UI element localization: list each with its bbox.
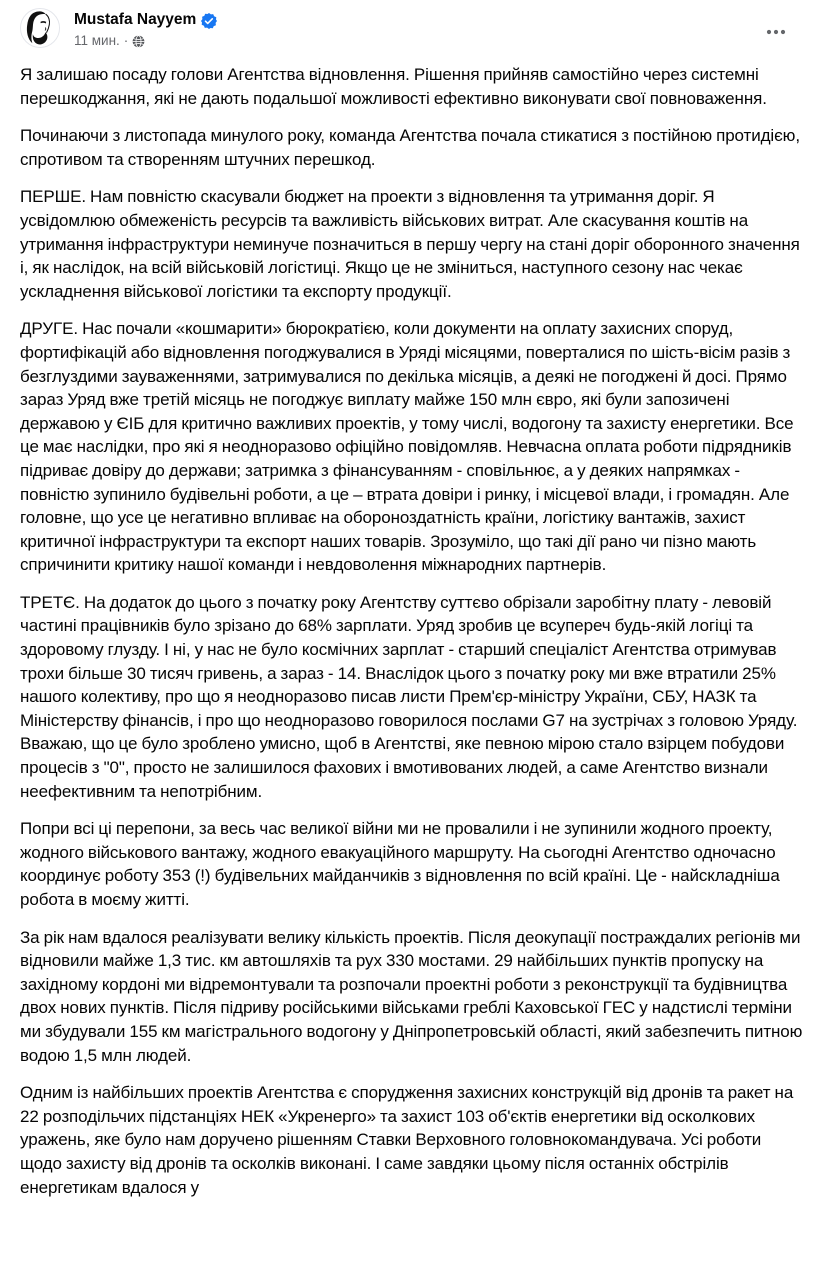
post-body [0, 49, 820, 1199]
post-paragraph: За рік нам вдалося реалізувати велику кількість проектів. Після деокупації постраждалих регіонів ми відновили майже 1,3 тис. км автошляхів та рух 330 мостами. 29 найбільших пунктів пропуску на західному кордоні ми відремонтували та розпочали проектні роботи з реконструкції та будівництва двох нових пунктів. Після підриву російськими військами греблі Каховської ГЕС у надстислі терміни ми збудували 155 км магістрального водогону у Дніпропетровській області, який забезпечить питною водою 1,5 млн людей. [20, 927, 803, 1065]
post-author-block [74, 8, 217, 49]
timestamp: 11 мин. [74, 33, 120, 48]
avatar[interactable] [20, 8, 60, 48]
meta-separator: · [123, 33, 129, 48]
post-paragraph: ДРУГЕ. Нас почали «кошмарити» бюрократією, коли документи на оплату захисних споруд, фортифікацій або відновлення погоджувалися в Уряді місяцями, поверталися по шість-вісім разів з безглуздими зауваженнями, затримувалися по декілька місяців, а деякі не погоджені й досі. Прямо зараз Уряд вже третій місяць не погоджує виплату майже 150 млн євро, які були запозичені державою у ЄІБ для критично важливих проектів, у тому числі, водогону та захисту енергетики. Все це має наслідки, про які я неодноразово офіційно повідомляв. Невчасна оплата роботи підрядників підриває довіру до держави; затримка з фінансуванням - сповільнює, а у деяких напрямках - повністю зупинило будівельні роботи, а це – втрата довіри і ринку, і місцевої влади, і громадян. Але головне, що усе це негативно впливає на обороноздатність країни, логістику вантажів, захист критичної інфраструктури та експорт наших товарів. Зрозуміло, що такі дії рано чи пізно мають спричинити критику нашої команди і невдоволення міжнародних партнерів. [20, 319, 794, 575]
post-meta-link[interactable] [74, 32, 217, 49]
verified-badge-icon [201, 13, 217, 29]
post-paragraph: ТРЕТЄ. На додаток до цього з початку року Агентству суттєво обрізали заробітну плату - левовій частині працівників було зрізано до 68% зарплати. Уряд зробив це всупереч будь-якій логіці та здоровому глузду. І ні, у нас не було космічних зарплат - старший спеціаліст Агентства отримував трохи більше 30 тисяч гривень, а зараз - 14. Внаслідок цього з початку року ми вже втратили 25% нашого колективу, про що я неодноразово писав листи Прем'єр-міністру України, СБУ, НАЗК та Міністерству фінансів, і про що неодноразово говорилося послами G7 на зустрічах з головою Уряду. Вважаю, що це було зроблено умисно, щоб в Агентстві, яке певною мірою стало взірцем побудови процесів з "0", просто не залишилося фахових і вмотивованих людей, а саме Агентство визнали неефективним та непотрібним. [20, 592, 798, 801]
post-header [0, 0, 820, 49]
post-paragraph: Починаючи з листопада минулого року, команда Агентства почала стикатися з постійною протидією, спротивом та створенням штучних перешкод. [20, 126, 800, 169]
three-dots-icon [765, 21, 787, 43]
post-paragraph: Я залишаю посаду голови Агентства відновлення. Рішення прийняв самостійно через системні перешкоджання, які не дають подальшої можливості ефективно виконувати свої повноваження. [20, 65, 767, 108]
avatar-portrait-image [21, 9, 59, 47]
post-paragraph: Одним із найбільших проектів Агентства є спорудження захисних конструкцій від дронів та ракет на 22 розподільчих підстанціях НЕК «Укренерго» та захист 103 об'єктів енергетики від осколкових уражень, яке було нам доручено рішенням Ставки Верховного головнокомандувача. Усі роботи щодо захисту від дронів та осколків виконані. І саме завдяки цьому після останніх обстрілів енергетикам вдалося у [20, 1083, 794, 1197]
post-paragraph: ПЕРШЕ. Нам повністю скасували бюджет на проекти з відновлення та утримання доріг. Я усвідомлюю обмеженість ресурсів та важливість військових витрат. Але скасування коштів на утримання інфраструктури неминуче позначиться в першу чергу на стані доріг оборонного значення і, як наслідок, на всій військовій логістиці. Якщо це не зміниться, наступного сезону нас чекає ускладнення військової логістики та експорту продукції. [20, 187, 800, 301]
post-paragraph: Попри всі ці перепони, за весь час великої війни ми не провалили і не зупинили жодного проекту, жодного військового вантажу, жодного евакуаційного маршруту. На сьогодні Агентство одночасно координує роботу 353 (!) будівельних майданчиків з відновлення по всій країні. Це - найскладніша робота в моєму житті. [20, 819, 780, 909]
author-name[interactable]: Mustafa Nayyem [74, 11, 197, 28]
globe-privacy-icon [132, 35, 145, 48]
post-options-button[interactable] [758, 20, 794, 44]
